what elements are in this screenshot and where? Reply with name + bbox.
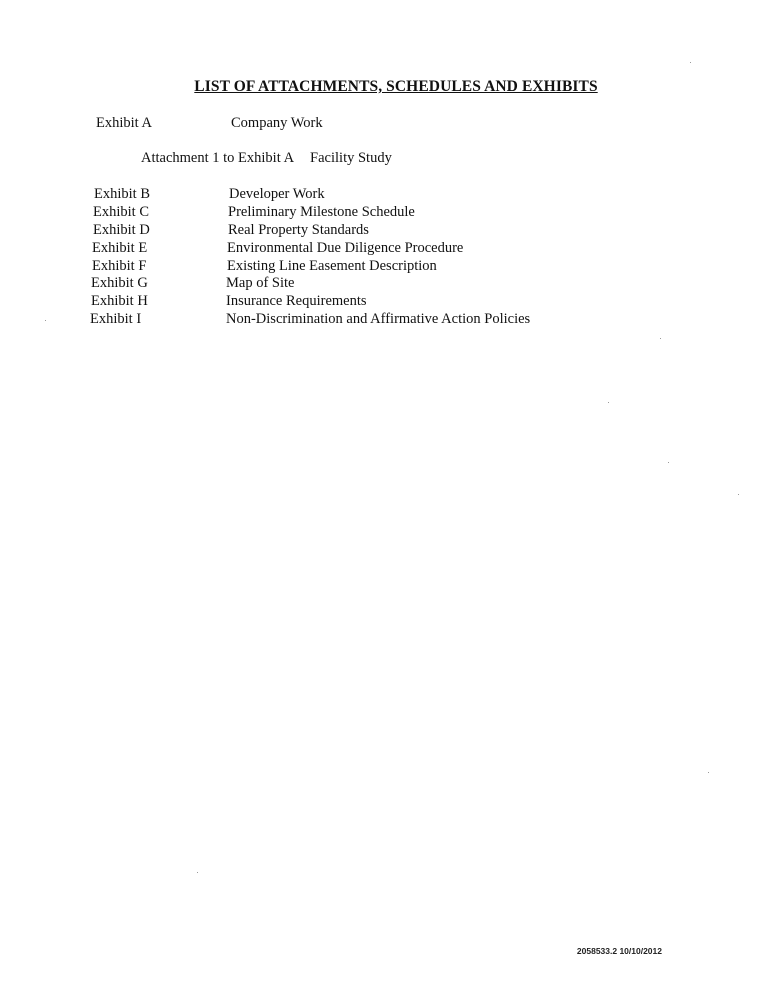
page-title: LIST OF ATTACHMENTS, SCHEDULES AND EXHIBITS xyxy=(194,78,598,95)
exhibit-code: Exhibit D xyxy=(93,222,150,238)
scan-speck xyxy=(197,872,198,873)
exhibit-description: Developer Work xyxy=(229,186,325,202)
exhibit-description: Existing Line Easement Description xyxy=(227,258,437,274)
exhibit-code: Exhibit A xyxy=(96,115,152,131)
exhibit-description: Non-Discrimination and Affirmative Action Policies xyxy=(226,311,531,327)
exhibit-description: Insurance Requirements xyxy=(226,293,367,309)
scan-speck xyxy=(660,338,661,339)
exhibit-code: Exhibit G xyxy=(91,275,148,291)
scan-speck xyxy=(738,494,739,495)
exhibit-description: Company Work xyxy=(231,115,323,131)
scan-speck xyxy=(668,462,669,463)
attachment-row xyxy=(141,150,392,167)
exhibit-code: Exhibit B xyxy=(94,186,150,202)
exhibit-code: Exhibit C xyxy=(93,204,149,220)
attachment-code: Attachment 1 to Exhibit A xyxy=(141,150,295,166)
scan-speck xyxy=(690,62,691,63)
exhibit-code: Exhibit H xyxy=(91,293,148,309)
scan-speck xyxy=(608,402,609,403)
exhibit-code: Exhibit I xyxy=(90,311,142,327)
exhibit-code: Exhibit F xyxy=(92,258,147,274)
exhibit-description: Environmental Due Diligence Procedure xyxy=(227,240,464,256)
scan-speck xyxy=(708,772,709,773)
exhibit-description: Map of Site xyxy=(226,275,295,291)
exhibit-description: Real Property Standards xyxy=(228,222,369,238)
attachment-description: Facility Study xyxy=(310,150,392,166)
exhibit-description: Preliminary Milestone Schedule xyxy=(228,204,415,220)
document-id-stamp: 2058533.2 10/10/2012 xyxy=(576,946,662,956)
exhibit-code: Exhibit E xyxy=(92,240,148,256)
scan-speck xyxy=(45,320,46,321)
